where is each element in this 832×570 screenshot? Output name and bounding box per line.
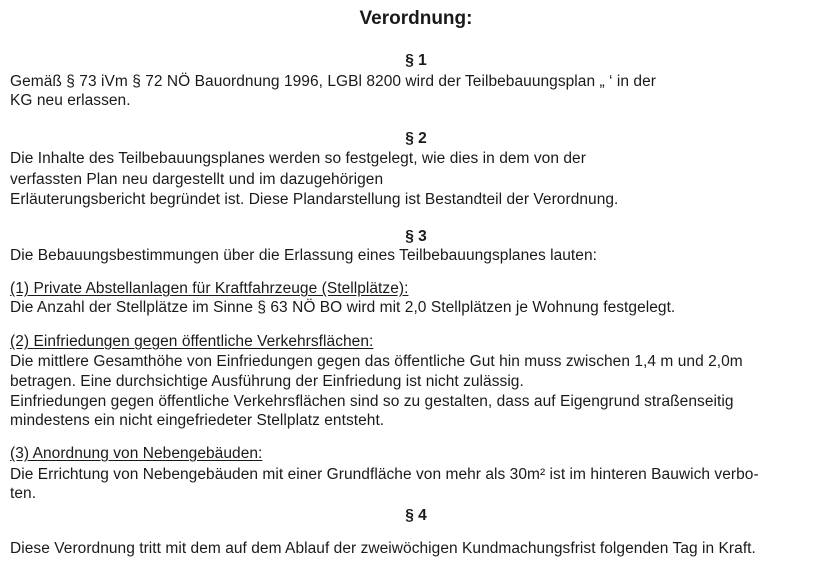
section-2-line-3: Erläuterungsbericht begründet ist. Diese Plandarstellung ist Bestandteil der Verordnung. — [10, 191, 619, 208]
section-2-line-1: Die Inhalte des Teilbebauungsplanes werden so festgelegt, wie dies in dem von der — [10, 150, 586, 167]
section-3-item-2-line-3: Einfriedungen gegen öffentliche Verkehrsflächen sind so zu gestalten, dass auf Eigengrund straßenseitig — [10, 393, 734, 410]
section-2-number: § 2 — [405, 130, 427, 147]
section-3-item-3-line-1: Die Errichtung von Nebengebäuden mit einer Grundfläche von mehr als 30m² ist im hinteren Bauwich verbo- — [10, 466, 759, 483]
section-3-number: § 3 — [405, 228, 427, 245]
section-2-line-2: verfassten Plan neu dargestellt und im dazugehörigen — [10, 171, 384, 188]
document-title: Verordnung: — [359, 8, 473, 29]
section-1-line-1: Gemäß § 73 iVm § 72 NÖ Bauordnung 1996, LGBl 8200 wird der Teilbebauungsplan „ ‘ in der — [10, 73, 656, 90]
section-3-item-2-heading: (2) Einfriedungen gegen öffentliche Verkehrsflächen: — [10, 333, 374, 350]
section-3-item-1-line-1: Die Anzahl der Stellplätze im Sinne § 63 NÖ BO wird mit 2,0 Stellplätzen je Wohnung festgelegt. — [10, 299, 676, 316]
section-3-item-3-line-2: ten. — [10, 485, 37, 502]
section-4-line-1: Diese Verordnung tritt mit dem auf dem Ablauf der zweiwöchigen Kundmachungsfrist folgenden Tag in Kraft. — [10, 540, 756, 557]
section-3-item-1-heading: (1) Private Abstellanlagen für Kraftfahrzeuge (Stellplätze): — [10, 280, 409, 297]
section-3-item-2-line-4: mindestens ein nicht eingefriedeter Stellplatz entsteht. — [10, 412, 385, 429]
section-3-item-2-line-1: Die mittlere Gesamthöhe von Einfriedungen gegen das öffentliche Gut hin muss zwischen 1,4 m und 2,0m — [10, 353, 743, 370]
section-4-number: § 4 — [405, 507, 427, 524]
section-3-item-2-line-2: betragen. Eine durchsichtige Ausführung der Einfriedung ist nicht zulässig. — [10, 373, 524, 390]
section-3-item-3-heading: (3) Anordnung von Nebengebäuden: — [10, 445, 263, 462]
section-3-intro: Die Bebauungsbestimmungen über die Erlassung eines Teilbebauungsplanes lauten: — [10, 247, 597, 264]
section-1-line-2: KG neu erlassen. — [10, 92, 131, 109]
section-1-number: § 1 — [405, 52, 427, 69]
